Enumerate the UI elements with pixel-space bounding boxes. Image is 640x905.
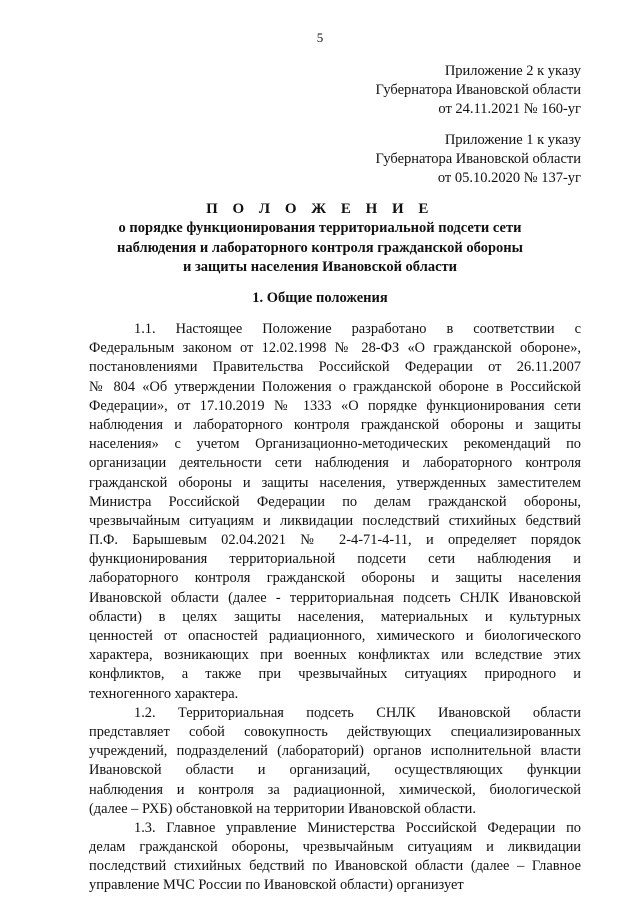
annex-line: от 24.11.2021 № 160-уг (438, 101, 581, 117)
paragraph-line: техногенного характера. (89, 685, 239, 702)
annex-line: Губернатора Ивановской области (375, 151, 581, 167)
subtitle-line: наблюдения и лабораторного контроля гражданской обороны (117, 239, 523, 256)
paragraph-line: чрезвычайным ситуациям и ликвидации последствий стихийных бедствий (89, 512, 581, 529)
annex-line: Приложение 2 к указу (444, 63, 581, 79)
paragraph-line: функционирования территориальной подсети сети наблюдения и (89, 551, 581, 568)
paragraph-line: (далее – РХБ) обстановкой на территории Ивановской области. (89, 800, 476, 817)
paragraph-line: конфликтов, а также при чрезвычайных ситуациях природного и (89, 666, 581, 683)
paragraph-line: Министра Российской Федерации по делам гражданской обороны, (89, 493, 581, 510)
document-title: П О Л О Ж Е Н И Е (206, 201, 434, 217)
annex-original-reference (376, 131, 581, 188)
paragraph-line: организации деятельности сети наблюдения и лабораторного контроля (89, 455, 581, 472)
paragraph-line: постановлениями Правительства Российской Федерации от 26.11.2007 (89, 359, 581, 376)
body-text (89, 320, 581, 896)
paragraph (89, 320, 581, 704)
paragraph-line: 1.3. Главное управление Министерства Российской Федерации по (134, 819, 581, 836)
paragraph-line: № 804 «Об утверждении Положения о гражданской обороне в Российской (89, 378, 581, 395)
paragraph-line: Федерации», от 17.10.2019 № 1333 «О порядке функционирования сети (89, 397, 581, 414)
annex-line: от 05.10.2020 № 137-уг (437, 170, 581, 186)
paragraph-line: 1.1. Настоящее Положение разработано в соответствии с (134, 321, 581, 337)
subtitle-line: и защиты населения Ивановской области (183, 259, 457, 275)
paragraph-line: Ивановской области (далее - территориальная подсеть СНЛК Ивановской (89, 589, 581, 606)
paragraph-line: Федеральным законом от 12.02.1998 № 28-ФЗ «О гражданской обороне», (89, 340, 581, 357)
document-title-block (0, 199, 640, 278)
paragraph-line: П.Ф. Барышевым 02.04.2021 № 2-4-71-4-11, и определяет порядок (89, 532, 581, 549)
paragraph-line: последствий стихийных бедствий по Ивановской области (далее – Главное (89, 858, 581, 875)
annex-line: Приложение 1 к указу (444, 132, 581, 148)
paragraph (89, 704, 581, 819)
paragraph-line: области) в целях защиты населения, материальных и культурных (89, 608, 581, 625)
section-heading: 1. Общие положения (252, 290, 388, 306)
paragraph-line: населения» с учетом Организационно-методических рекомендаций по (89, 436, 581, 453)
paragraph-line: Ивановской области и организаций, осуществляющих функции (89, 762, 581, 779)
subtitle-line: о порядке функционирования территориальной подсети сети (118, 220, 522, 236)
paragraph-line: 1.2. Территориальная подсеть СНЛК Ивановской области (134, 704, 581, 721)
paragraph-line: наблюдения и контроля за радиационной, химической, биологической (89, 781, 581, 798)
paragraph (89, 819, 581, 896)
paragraph-line: управление МЧС России по Ивановской области) организует (89, 877, 464, 894)
paragraph-line: представляет собой совокупность действующих специализированных (89, 723, 581, 740)
paragraph-line: лабораторного контроля гражданской обороны и защиты населения (89, 570, 581, 587)
document-subtitle (0, 219, 640, 278)
paragraph-line: ценностей от опасностей радиационного, химического и биологического (89, 628, 581, 644)
paragraph-line: характера, возникающих при военных конфликтах или вследствие этих (89, 647, 581, 664)
paragraph-line: наблюдения и лабораторного контроля гражданской обороны и защиты (89, 416, 581, 433)
page-number: 5 (316, 30, 324, 45)
annex-line: Губернатора Ивановской области (375, 82, 581, 98)
annex-current-reference (376, 62, 581, 119)
paragraph-line: учреждений, подразделений (лабораторий) органов исполнительной власти (89, 743, 581, 760)
paragraph-line: гражданской обороны и защиты населения, утвержденных заместителем (89, 474, 581, 491)
paragraph-line: делам гражданской обороны, чрезвычайным ситуациям и ликвидации (89, 839, 581, 856)
